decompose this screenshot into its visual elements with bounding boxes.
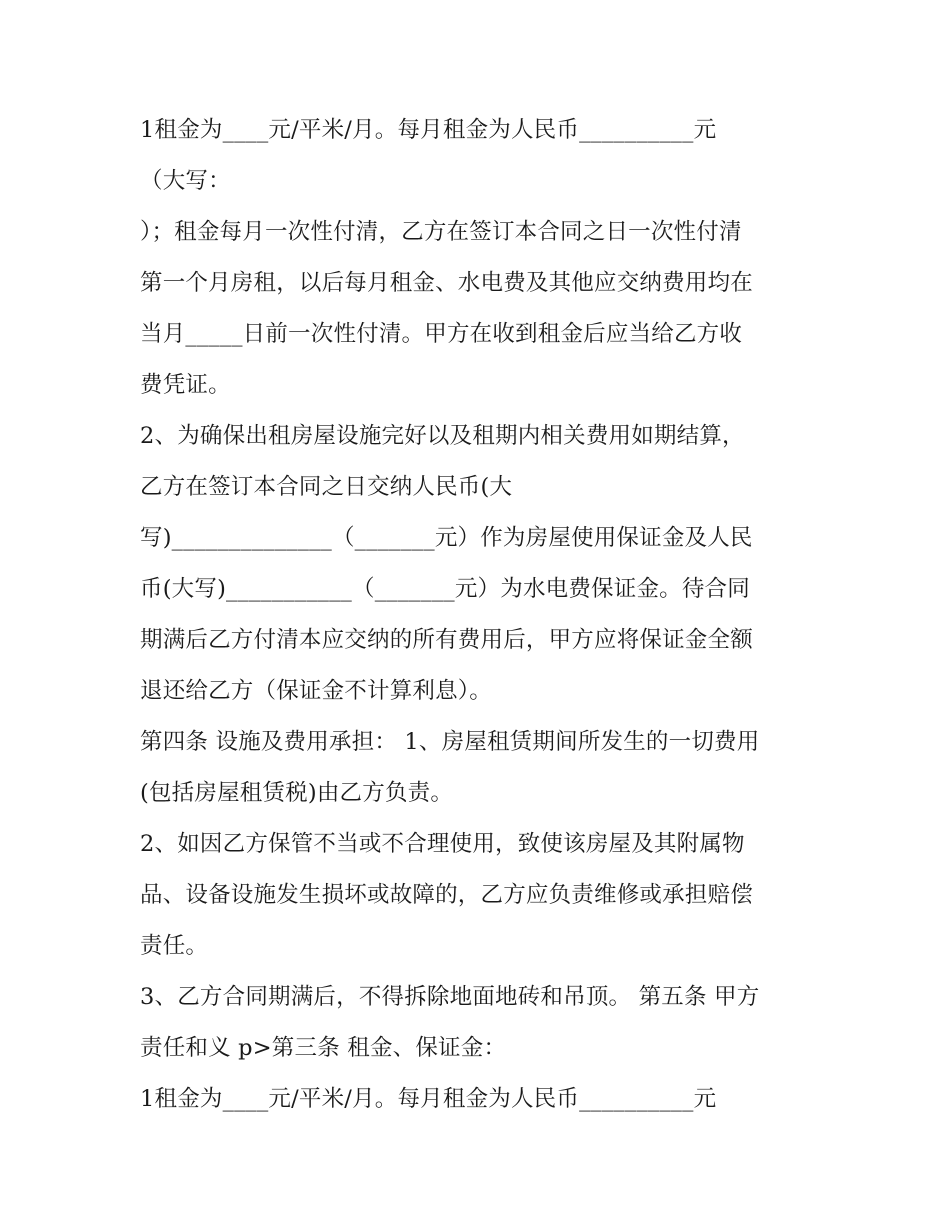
text-line: ）；租金每月一次性付清，乙方在签订本合同之日一次性付清: [140, 219, 742, 245]
text-line: 退还给乙方（保证金不计算利息）。: [140, 678, 492, 704]
text-line: 当月_____日前一次性付清。甲方在收到租金后应当给乙方收: [140, 321, 743, 347]
text-line: 期满后乙方付清本应交纳的所有费用后，甲方应将保证金全额: [140, 627, 753, 653]
text-line: 2、如因乙方保管不当或不合理使用，致使该房屋及其附属物: [140, 831, 745, 857]
text-line: 1租金为____元/平米/月。每月租金为人民币__________元: [140, 117, 717, 143]
text-line: 责任。: [140, 933, 209, 959]
text-line: 乙方在签订本合同之日交纳人民币(大: [140, 474, 513, 500]
text-line: 币(大写)___________（_______元）为水电费保证金。待合同: [140, 576, 750, 602]
text-line: （大写：: [140, 168, 231, 194]
text-line: 3、乙方合同期满后，不得拆除地面地砖和吊顶。 第五条 甲方: [140, 984, 760, 1010]
text-line: (包括房屋租赁税)由乙方负责。: [140, 780, 454, 806]
document-body: [140, 105, 820, 1125]
text-line: 第一个月房租，以后每月租金、水电费及其他应交纳费用均在: [140, 270, 753, 296]
text-line: 责任和义 p>第三条 租金、保证金：: [140, 1035, 507, 1061]
text-line: 写)______________（_______元）作为房屋使用保证金及人民: [140, 525, 753, 551]
text-line: 2、为确保出租房屋设施完好以及租期内相关费用如期结算，: [140, 423, 745, 449]
text-line: 第四条 设施及费用承担： 1、房屋租赁期间所发生的一切费用: [140, 729, 760, 755]
text-line: 品、设备设施发生损坏或故障的，乙方应负责维修或承担赔偿: [140, 882, 753, 908]
text-line: 费凭证。: [140, 372, 231, 398]
text-line: 1租金为____元/平米/月。每月租金为人民币__________元: [140, 1086, 717, 1112]
